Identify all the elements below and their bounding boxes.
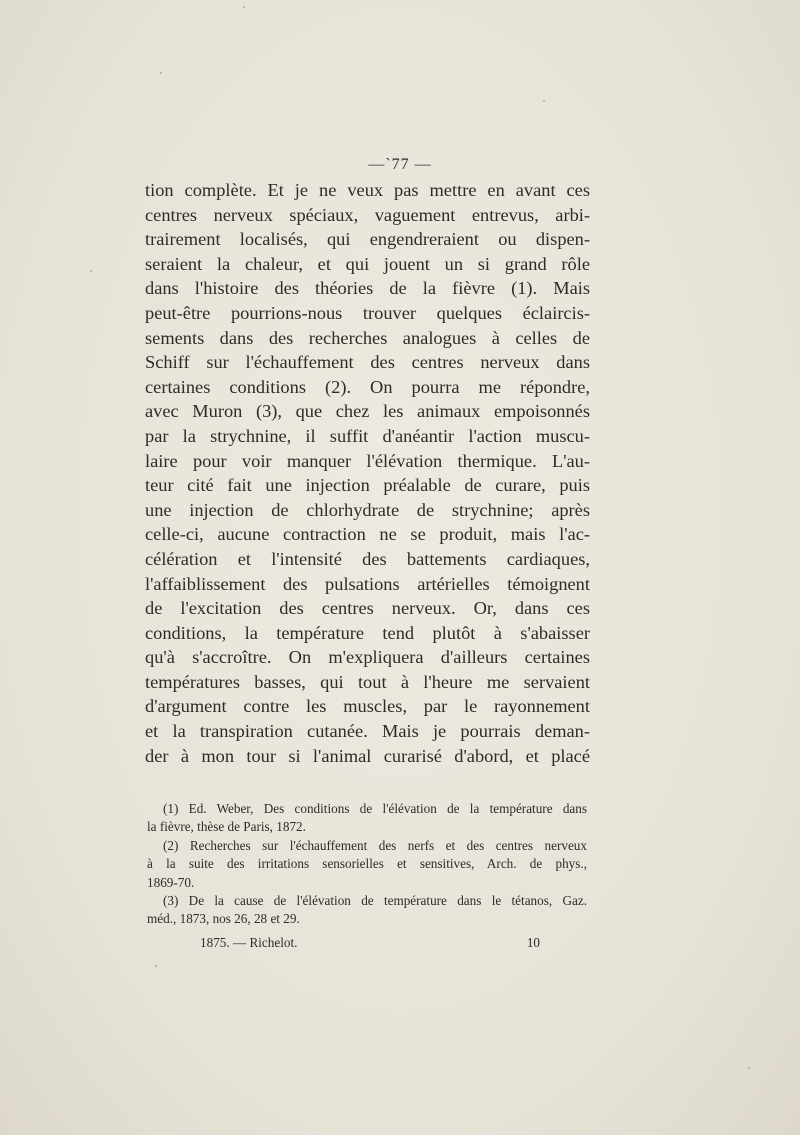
text-line: une injection de chlorhydrate de strychnine; après bbox=[145, 499, 590, 520]
footnotes bbox=[147, 800, 587, 929]
text-line: d'argument contre les muscles, par le rayonnement bbox=[145, 696, 590, 717]
text-line: et la transpiration cutanée. Mais je pourrais deman- bbox=[145, 721, 590, 742]
text-line: teur cité fait une injection préalable de curare, puis bbox=[145, 475, 590, 496]
footnote-line: (2) Recherches sur l'échauffement des nerfs et des centres nerveux bbox=[163, 837, 587, 853]
text-line: certaines conditions (2). On pourra me répondre, bbox=[145, 376, 590, 397]
footnote-line: à la suite des irritations sensorielles et sensitives, Arch. de phys., bbox=[147, 856, 587, 872]
paper-speck bbox=[155, 965, 157, 967]
text-line: seraient la chaleur, et qui jouent un si grand rôle bbox=[145, 253, 590, 274]
paper-speck bbox=[90, 270, 92, 272]
paper-speck bbox=[160, 72, 162, 74]
text-line: laire pour voir manquer l'élévation thermique. L'au- bbox=[145, 450, 590, 471]
page-number: —`77 — bbox=[368, 156, 432, 173]
body-paragraph bbox=[145, 178, 590, 768]
text-line: qu'à s'accroître. On m'expliquera d'ailleurs certaines bbox=[145, 647, 590, 668]
text-line: celle-ci, aucune contraction ne se produit, mais l'ac- bbox=[145, 524, 590, 545]
paper-speck bbox=[243, 6, 245, 8]
text-line: dans l'histoire des théories de la fièvre (1). Mais bbox=[145, 278, 590, 299]
text-line: conditions, la température tend plutôt à s'abaisser bbox=[145, 622, 590, 643]
paper-speck bbox=[748, 1067, 750, 1069]
text-line: de l'excitation des centres nerveux. Or, dans ces bbox=[145, 598, 590, 619]
text-line: sements dans des recherches analogues à celles de bbox=[145, 327, 590, 348]
paper-speck bbox=[543, 100, 545, 102]
text-line: avec Muron (3), que chez les animaux empoisonnés bbox=[145, 401, 590, 422]
sheet-number: 10 bbox=[526, 935, 540, 950]
text-line: tion complète. Et je ne veux pas mettre en avant ces bbox=[145, 180, 590, 200]
text-line: trairement localisés, qui engendreraient ou dispen- bbox=[145, 229, 590, 250]
text-line: l'affaiblissement des pulsations artérielles témoignent bbox=[145, 573, 590, 594]
footnote-line: (1) Ed. Weber, Des conditions de l'élévation de la température dans bbox=[163, 801, 587, 816]
text-line: centres nerveux spéciaux, vaguement entrevus, arbi- bbox=[145, 204, 590, 225]
signature-line bbox=[200, 935, 540, 951]
text-line: der à mon tour si l'animal curarisé d'abord, et placé bbox=[145, 745, 590, 766]
text-line: températures basses, qui tout à l'heure me servaient bbox=[145, 671, 590, 692]
footnote-line: la fièvre, thèse de Paris, 1872. bbox=[147, 819, 306, 835]
text-line: célération et l'intensité des battements cardiaques, bbox=[145, 548, 590, 569]
signature-mark: 1875. — Richelot. bbox=[200, 935, 298, 950]
text-line: Schiff sur l'échauffement des centres nerveux dans bbox=[145, 352, 590, 373]
footnote-line: (3) De la cause de l'élévation de température dans le tétanos, Gaz. bbox=[163, 892, 587, 908]
footnote-line: 1869-70. bbox=[147, 874, 195, 890]
text-line: peut-être pourrions-nous trouver quelques éclaircis- bbox=[145, 302, 590, 323]
text-line: par la strychnine, il suffit d'anéantir l'action muscu- bbox=[145, 425, 590, 446]
footnote-line: méd., 1873, nos 26, 28 et 29. bbox=[147, 911, 300, 927]
